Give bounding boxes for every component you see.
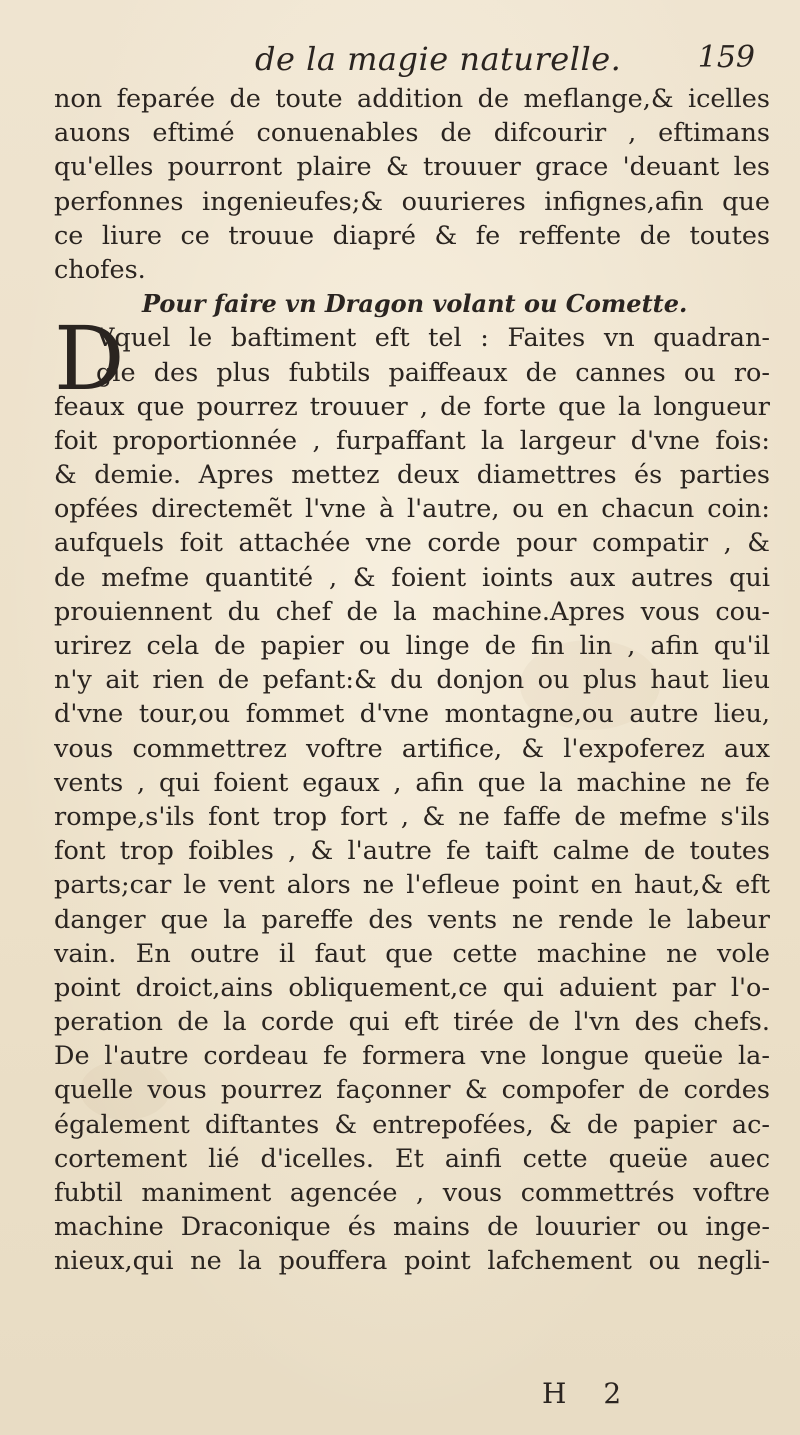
- section-heading: Pour faire vn Dragon volant ou Comette.: [142, 289, 688, 319]
- text-line: nieux,qui ne la pouffera point lafchement ou negli-: [54, 1246, 770, 1277]
- text-line: aufquels foit attachée vne corde pour compatir , &: [54, 528, 770, 559]
- text-line: point droict,ains obliquement,ce qui aduient par l'o-: [54, 972, 770, 1003]
- text-line: chofes.: [54, 254, 146, 285]
- page-header: [255, 40, 755, 80]
- text-line: & demie. Apres mettez deux diamettres és parties: [54, 460, 770, 491]
- page-number: 159: [697, 40, 755, 75]
- text-line: feaux que pourrez trouuer , de forte que la longueur: [54, 391, 770, 422]
- text-line: quelle vous pourrez façonner & compofer de cordes: [54, 1075, 770, 1106]
- signature-mark: H 2: [542, 1377, 636, 1410]
- text-line: cortement lié d'icelles. Et ainfi cette queüe auec: [54, 1143, 770, 1174]
- text-line: d'vne tour,ou fommet d'vne montagne,ou autre lieu,: [54, 699, 770, 730]
- text-line: urirez cela de papier ou linge de fin lin , afin qu'il: [54, 631, 770, 661]
- text-line: non feparée de toute addition de meflange,& icelles: [54, 84, 770, 114]
- text-line: qu'elles pourront plaire & trouuer grace 'deuant les: [54, 152, 770, 183]
- text-line: font trop foibles , & l'autre fe taift calme de toutes: [54, 836, 770, 867]
- text-line: foit proportionnée , furpaffant la largeur d'vne fois:: [54, 425, 770, 456]
- text-line: auons eftimé conuenables de difcourir , eftimans: [54, 118, 770, 149]
- text-line: perfonnes ingenieufes;& ouurieres infignes,afin que: [54, 186, 770, 217]
- text-line: parts;car le vent alors ne l'efleue point en haut,& eft: [54, 870, 770, 901]
- text-line: de mefme quantité , & foient ioints aux autres qui: [54, 562, 770, 593]
- drop-cap: D: [54, 307, 125, 411]
- text-line: vain. En outre il faut que cette machine ne vole: [54, 938, 770, 969]
- text-line: fubtil maniment agencée , vous commettrés voftre: [54, 1178, 770, 1208]
- text-line: rompe,s'ils font trop fort , & ne faffe de mefme s'ils: [54, 801, 770, 832]
- text-line: machine Draconique és mains de louurier ou inge-: [54, 1212, 770, 1243]
- text-line: également diftantes & entrepofées, & de papier ac-: [54, 1109, 770, 1140]
- running-title: de la magie naturelle.: [255, 40, 622, 78]
- text-line: n'y ait rien de pefant:& du donjon ou plus haut lieu: [54, 665, 770, 696]
- text-block: [54, 82, 770, 1279]
- text-line: gle des plus fubtils paiffeaux de cannes ou ro-: [96, 357, 770, 388]
- text-line: opfées directemẽt l'vne à l'autre, ou en chacun coin:: [54, 494, 770, 525]
- text-line: prouiennent du chef de la machine.Apres vous cou-: [54, 596, 770, 627]
- text-line: De l'autre cordeau fe formera vne longue queüe la-: [54, 1041, 770, 1072]
- text-line: vous commettrez voftre artifice, & l'expoferez aux: [54, 733, 770, 764]
- text-line: Vquel le baftiment eft tel : Faites vn quadran-: [96, 323, 770, 354]
- text-line: vents , qui foient egaux , afin que la machine ne fe: [54, 767, 770, 798]
- text-line: peration de la corde qui eft tirée de l'vn des chefs.: [54, 1007, 770, 1038]
- text-line: ce liure ce trouue diapré & fe reffente de toutes: [54, 220, 770, 251]
- text-line: danger que la pareffe des vents ne rende le labeur: [54, 904, 770, 935]
